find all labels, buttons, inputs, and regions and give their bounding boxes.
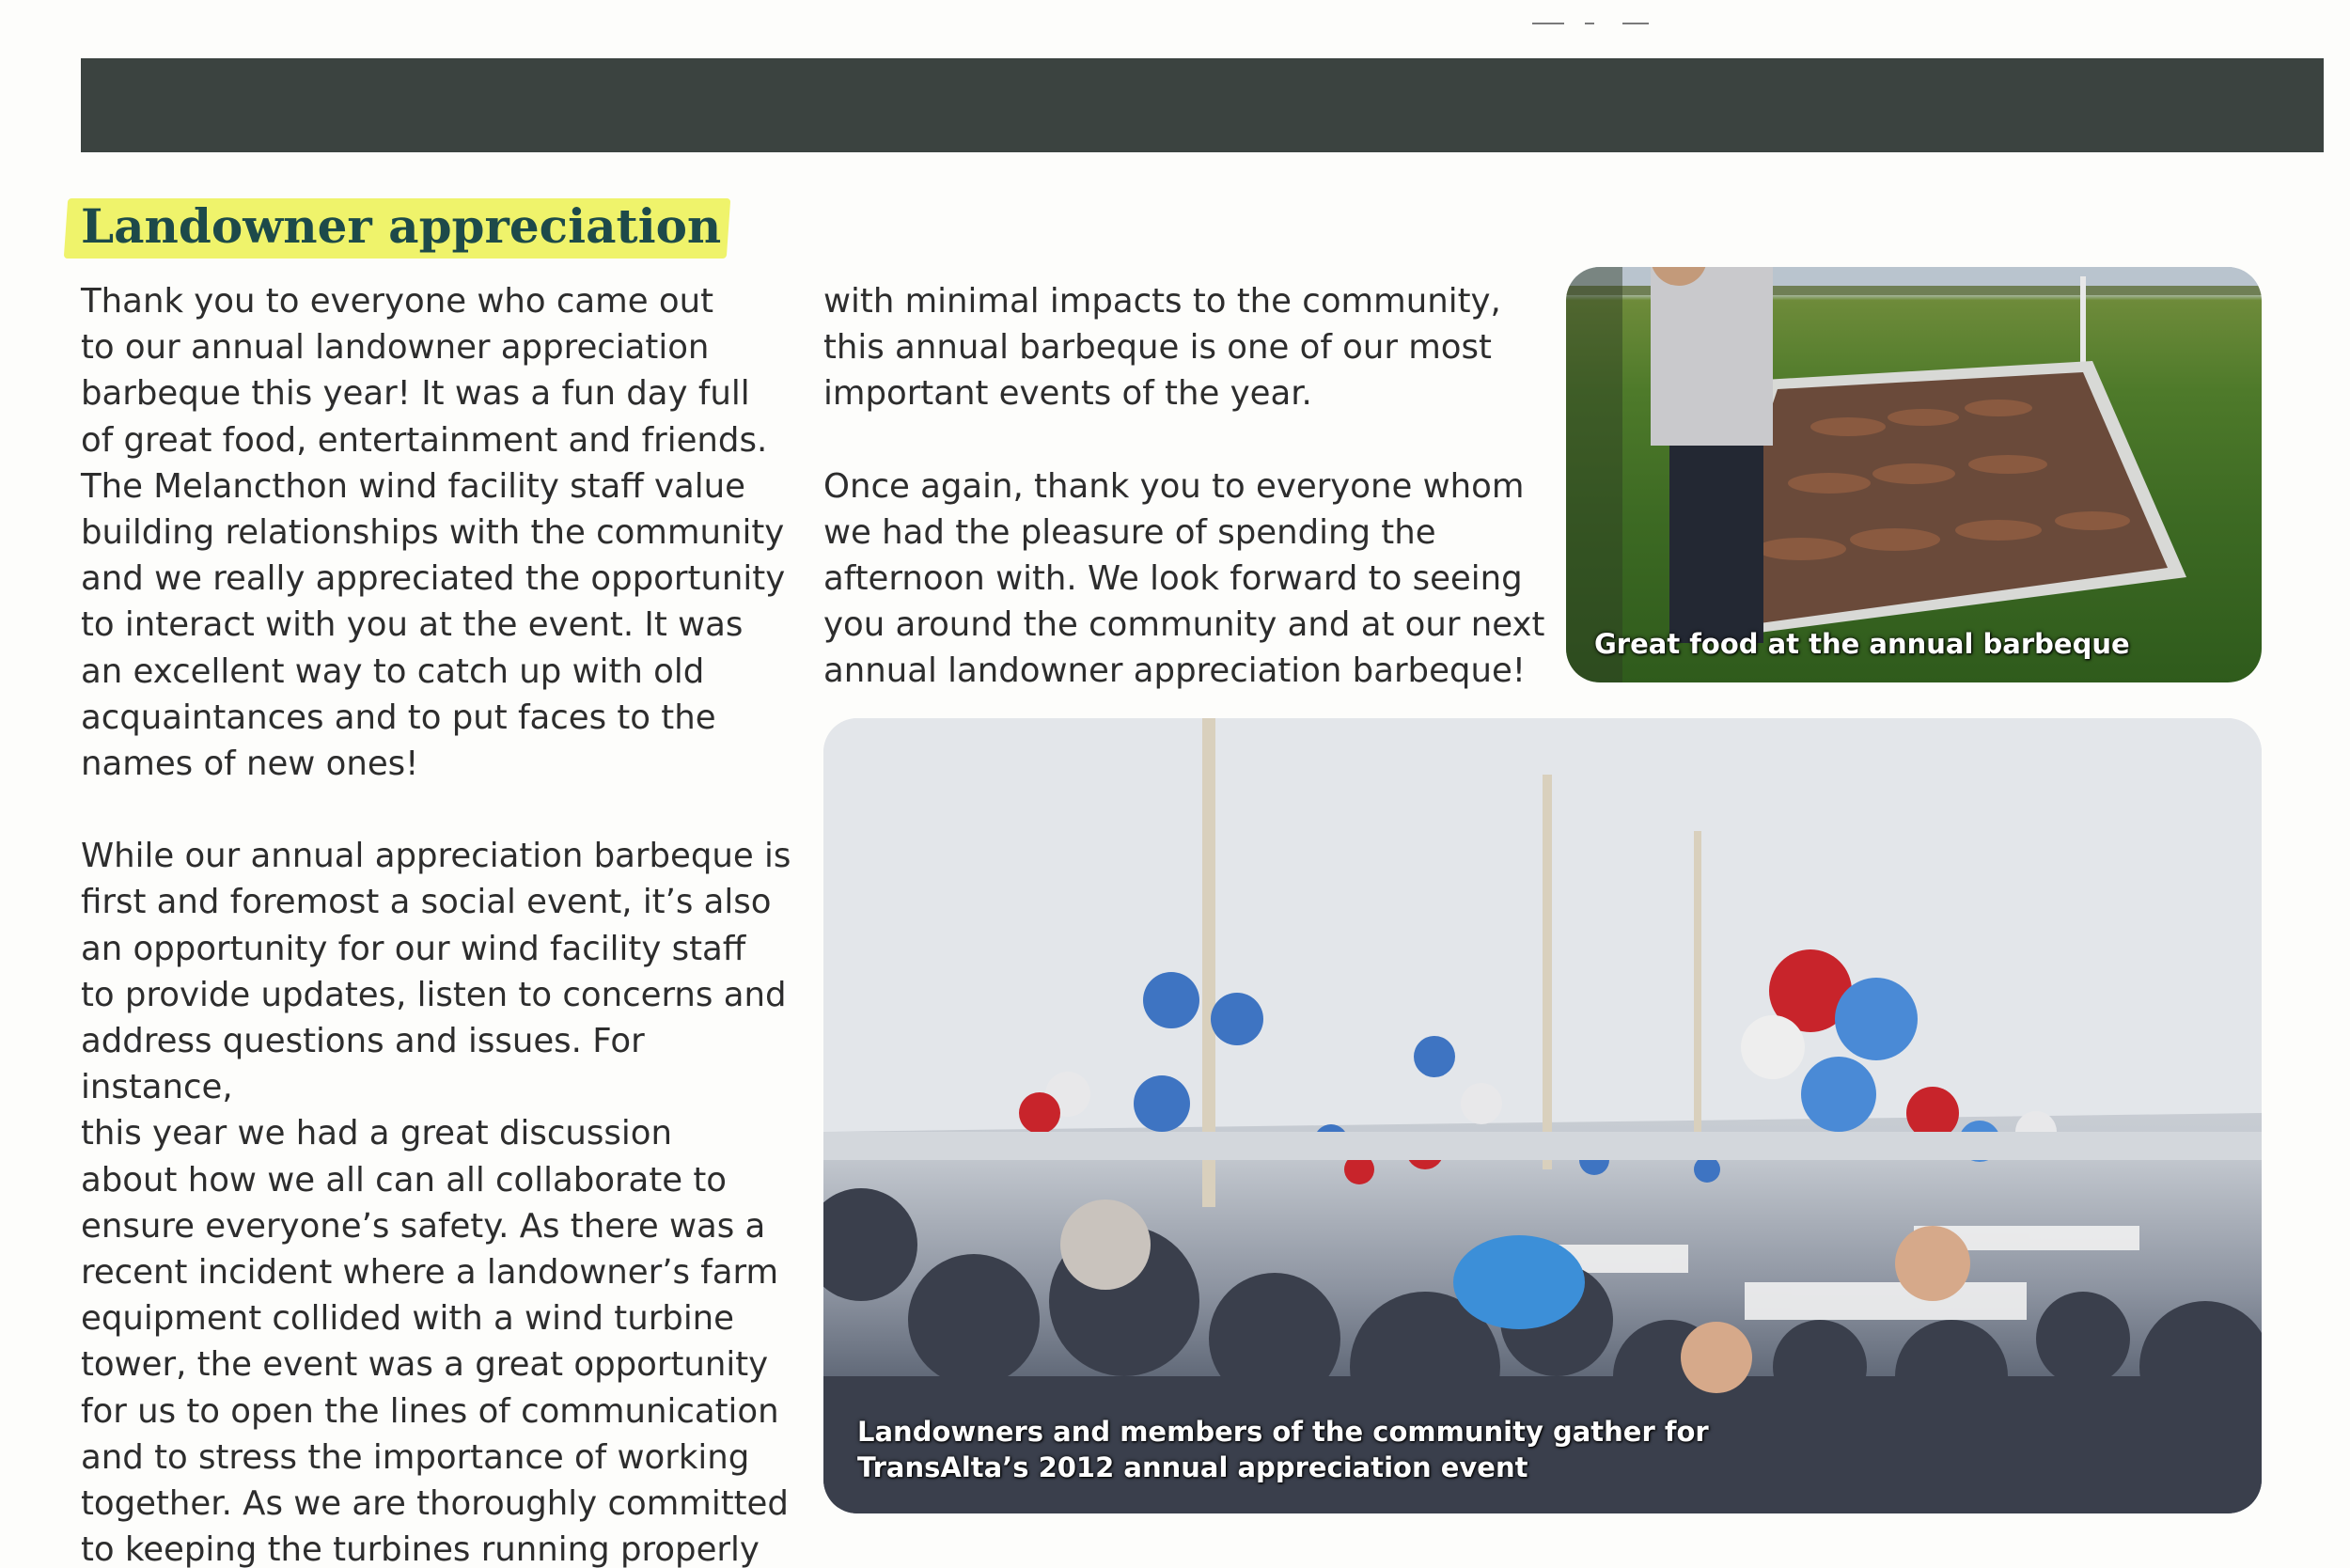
paragraph-thank-you: Thank you to everyone who came out to our annual landowner appreciation barbeque this year! It was a fun day full of great food, entertainment and friends. The Melancthon wind facility staff value building relationships with the community and we really appreciated the opportunity to interact with you at the event. It was an excellent way to catch up with old acquaintances and to put faces to the names of new ones! [81, 282, 786, 784]
bbq-photo-illustration [1566, 267, 2262, 682]
tent-event-photo [823, 718, 2262, 1513]
bbq-photo [1566, 267, 2262, 682]
headline-block [66, 193, 733, 260]
text-column-left [81, 278, 795, 1568]
text-column-right [823, 278, 1557, 695]
article-headline: Landowner appreciation [81, 198, 722, 254]
paragraph-continuation: with minimal impacts to the community, this annual barbeque is one of our most important events of the year. [823, 282, 1501, 414]
bbq-photo-caption: Great food at the annual barbeque [1594, 628, 2130, 660]
tent-photo-caption: Landowners and members of the community gather for TransAlta’s 2012 annual appreciation event [857, 1416, 1709, 1483]
paragraph-closing: Once again, thank you to everyone whom we had the pleasure of spending the afternoon with. We look forward to seeing you around the community and at our next annual landowner appreciation barbeque! [823, 466, 1545, 691]
tent-photo-illustration [823, 718, 2262, 1513]
header-bar [81, 58, 2324, 152]
scan-marks [1532, 17, 1664, 30]
paragraph-social-event: While our annual appreciation barbeque is first and foremost a social event, it’s also an opportunity for our wind facility staff to provide updates, listen to concerns and address questions and issues. For instance, this year we had a great discussion about how we all can all collaborate to ensure everyone’s safety. As there was a recent incident where a landowner’s farm equipment collided with a wind turbine tower, the event was a great opportunity for us to open the lines of communication and to stress the importance of working together. As we are thoroughly committed to keeping the turbines running properly [81, 837, 791, 1568]
